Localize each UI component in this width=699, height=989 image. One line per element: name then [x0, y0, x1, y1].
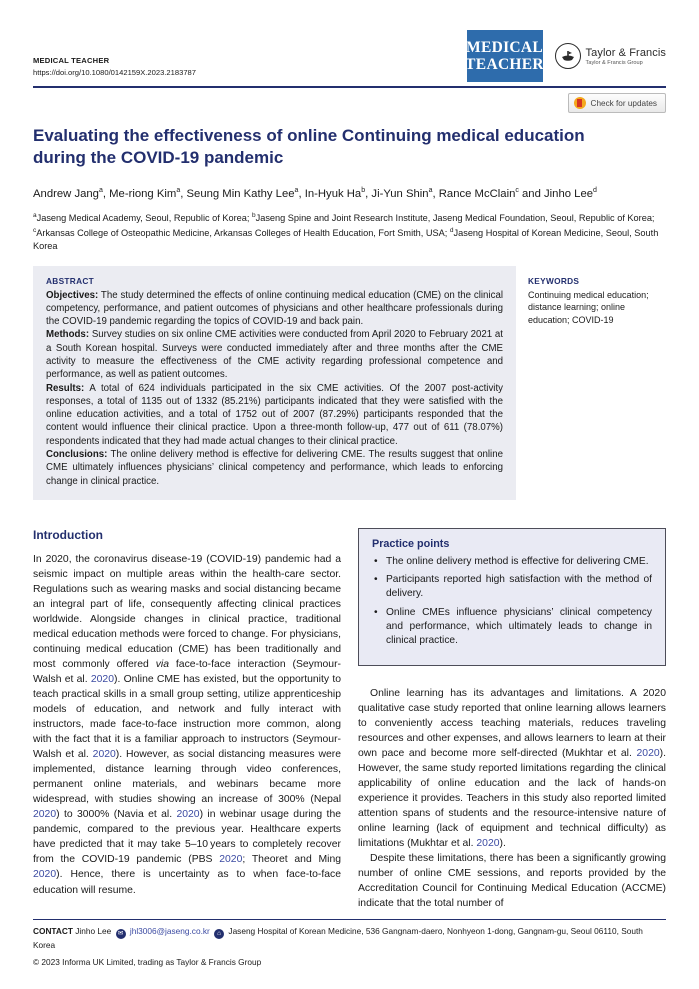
body-text: face-to-face interaction (Seymour-Walsh et al. — [33, 659, 342, 686]
building-icon: ⌂ — [214, 929, 224, 939]
author-name: Jinho Lee — [544, 187, 594, 200]
author-affiliation-mark: a — [428, 186, 433, 194]
contact-email-link[interactable]: jhl3006@jaseng.co.kr — [129, 925, 210, 936]
affiliation-mark: b — [251, 212, 256, 220]
article-title: Evaluating the effectiveness of online Continuing medical education during the COVID-19 pandemic — [33, 126, 585, 168]
author-affiliation-mark: a — [294, 186, 299, 194]
contact-address: Jaseng Hospital of Korean Medicine, 536 Gangnam-daero, Nonhyeon 1-dong, Gangnam-gu, Seoul 06110, South Korea — [33, 925, 643, 950]
body-text: ) to 3000% (Navia et al. — [56, 809, 177, 821]
abstract-section-text: The study determined the effects of online continuing medical education (CME) on the clinical competency, performance, and patient outcomes of physicians and other healthcare professionals during the COVID-19 pandemic regarding the topics of COVID-19 and back pain. — [46, 289, 503, 328]
author-name: Me-riong Kim — [109, 187, 177, 200]
journal-info — [33, 55, 196, 82]
right-column — [358, 528, 666, 911]
body-text: ). Hence, there is uncertainty as to when face-to-face education will resume. — [33, 869, 341, 896]
body-text: Despite these limitations, there has been a significantly growing number of online CME sessions, and reports provided by the Accreditation Council for Continuing Medical Education (ACCME) indicate that the total number of — [358, 852, 666, 909]
taylor-francis-logo — [555, 43, 666, 69]
author-name: In-Hyuk Ha — [304, 187, 362, 200]
citation-link[interactable]: 2020 — [92, 749, 116, 761]
paragraph — [358, 851, 666, 911]
publisher-subtitle: Taylor & Francis Group — [585, 59, 643, 66]
citation-link[interactable]: 2020 — [219, 854, 243, 866]
author-affiliation-mark: d — [593, 186, 597, 194]
citation-link[interactable]: 2020 — [176, 809, 200, 821]
header-divider — [33, 86, 666, 88]
author-affiliation-mark: a — [176, 186, 181, 194]
contact-name: Jinho Lee — [75, 925, 112, 936]
doi-link[interactable]: https://doi.org/10.1080/0142159X.2023.2183787 — [33, 68, 196, 78]
crossmark-icon — [574, 97, 586, 109]
introduction-heading: Introduction — [33, 527, 103, 542]
check-for-updates-label: Check for updates — [590, 98, 657, 108]
citation-link[interactable]: 2020 — [636, 747, 660, 759]
badge-row — [33, 93, 666, 113]
body-columns — [33, 528, 666, 911]
paragraph — [33, 552, 341, 898]
contact-label: CONTACT — [33, 925, 73, 936]
page-footer — [33, 919, 666, 967]
abstract-box — [33, 266, 516, 500]
abstract-section-label: Conclusions: — [46, 448, 108, 460]
contact-line — [33, 925, 666, 951]
abstract-section-text: The online delivery method is effective for delivering CME. The results suggest that online CME ultimately influences physicians’ clinical competency and performance, which leads to enforcing change in clinical practice. — [46, 448, 503, 487]
journal-name: MEDICAL TEACHER — [33, 56, 110, 66]
author-affiliation-mark: b — [361, 186, 366, 194]
abstract-heading: ABSTRACT — [46, 275, 95, 286]
abstract-section-label: Results: — [46, 382, 85, 394]
citation-link[interactable]: 2020 — [476, 837, 500, 849]
keywords-text: Continuing medical education; distance learning; online education; COVID-19 — [528, 289, 649, 325]
abstract-body — [46, 289, 503, 488]
author-name: Ji-Yun Shin — [371, 187, 429, 200]
affiliation-mark: d — [449, 226, 454, 234]
keywords-box — [528, 266, 656, 500]
copyright-line: © 2023 Informa UK Limited, trading as Taylor & Francis Group — [33, 957, 262, 967]
practice-points-list — [372, 555, 652, 649]
citation-link[interactable]: 2020 — [90, 674, 114, 686]
page-header — [33, 30, 666, 82]
affiliation-text: Jaseng Spine and Joint Research Institute, Jaseng Medical Foundation, Seoul, Republic of Korea; — [255, 213, 655, 224]
abstract-section — [46, 289, 503, 329]
body-text: In 2020, the coronavirus disease-19 (COVID-19) pandemic had a seismic impact on multiple areas within the health-care sector. Regulations such as wearing masks and social distancing became an integral part of life, consequently affecting clinical practices worldwide. Alongside changes in clinical practice, traditional medical education methods were forced to change. For physicians, continuing medical education (CME) has been traditionally and most commonly offered — [33, 553, 341, 671]
taylor-francis-wordmark — [586, 47, 666, 66]
author-name: Andrew Jang — [33, 187, 99, 200]
abstract-section-label: Objectives: — [46, 289, 99, 301]
abstract-section-label: Methods: — [46, 329, 90, 341]
header-logos — [467, 30, 666, 82]
abstract-row — [33, 266, 666, 500]
logo-line2: TEACHER — [465, 56, 544, 73]
left-column — [33, 528, 341, 911]
check-for-updates-button[interactable] — [568, 93, 666, 113]
abstract-section — [46, 382, 503, 448]
body-text: Online learning has its advantages and limitations. A 2020 qualitative case study reported that online learning allows learners to conveniently access teaching materials, reduces traveling resources and other expenses, and allows learners to learn at their own pace and become more self-directed (Mukhtar et al. — [358, 687, 666, 759]
affiliation-text: Jaseng Medical Academy, Seoul, Republic of Korea; — [36, 213, 252, 224]
author-name: Seung Min Kathy Lee — [186, 187, 295, 200]
body-text: ). However, the same study reported limitations regarding the clinical applicability of online education and the lack of hands-on experience it provides. Teachers in this study also reported limited attention spans of students and the resource-intensive nature of online learning (lack of equipment and technical difficulty) as limitations (Mukhtar et al. — [358, 747, 666, 849]
affiliation-mark: a — [33, 212, 37, 220]
abstract-section — [46, 328, 503, 381]
practice-point-item: • The online delivery method is effective for delivering CME. — [372, 555, 652, 569]
affiliation-text: Arkansas College of Osteopathic Medicine, Arkansas Colleges of Health Education, Fort Smith, USA; — [36, 227, 450, 238]
body-text: ). However, as social distancing measures were implemented, distance learning through video conferences, permanent online materials, and webinars became more widespread, with studies showing an increase of 300% (Nepal — [33, 749, 341, 806]
email-icon: ✉ — [116, 929, 126, 939]
practice-points-box — [358, 528, 666, 666]
paragraph — [358, 686, 666, 851]
italic-text: via — [155, 659, 170, 671]
keywords-heading: KEYWORDS — [528, 275, 580, 286]
author-affiliation-mark: c — [515, 186, 519, 194]
footer-divider — [33, 919, 666, 920]
abstract-section-text: Survey studies on six online CME activities were conducted from April 2020 to February 2021 at a South Korean hospital. Surveys were conducted immediately after and three months after the CME activity to measure the effectiveness of the CME activity regarding professional competence and performance, as well as patient outcomes. — [46, 329, 503, 381]
body-text: ). Online CME has existed, but the opportunity to teach practical skills in a small group setting, utilize apprenticeship models of education, and network and fully interact with instructors, made face-to-face instruction more common, along with the fact that it is a familiar approach to instructors (Seymour-Walsh et al. — [33, 674, 341, 761]
body-text: ). — [499, 837, 506, 849]
body-text: ; Theoret and Ming — [242, 854, 342, 866]
logo-line1: MEDICAL — [466, 38, 544, 56]
abstract-section-text: A total of 624 individuals participated in the six CME activities. Of the 2007 post-activity responses, a total of 1135 out of 1332 (85.21%) participants indicated that they were satisfied with the online education activities, and a total of 1752 out of 2007 (87.29%) participants responded that the content would influence their clinical practice. Upon a three-month follow-up, 477 out of 611 (78.07%) respondents indicated that they had made actual changes to their clinical practice. — [46, 382, 503, 447]
body-text: ) in webinar usage during the pandemic, compared to the previous year. Healthcare experts have predicted that it may take 5–10 years to completely recover from the COVID-19 pandemic (PBS — [33, 809, 341, 866]
medical-teacher-logo — [467, 30, 543, 82]
affiliation-list — [33, 211, 666, 253]
citation-link[interactable]: 2020 — [33, 869, 57, 881]
affiliation-mark: c — [33, 226, 37, 234]
publisher-name: Taylor & Francis — [585, 46, 666, 59]
taylor-francis-ship-icon — [555, 43, 581, 69]
practice-point-item: • Online CMEs influence physicians’ clinical competency and performance, which ultimately leads to change in clinical practice. — [372, 606, 652, 649]
citation-link[interactable]: 2020 — [33, 809, 57, 821]
author-name: Rance McClain — [438, 187, 516, 200]
author-affiliation-mark: a — [98, 186, 103, 194]
affiliation-text: Jaseng Hospital of Korean Medicine, Seoul, South Korea — [33, 227, 659, 252]
practice-point-item: • Participants reported high satisfaction with the method of delivery. — [372, 573, 652, 602]
practice-points-heading: Practice points — [372, 537, 450, 550]
author-list: Andrew Jang$^a$, Me-riong Kim$^a$, Seung Min Kathy Lee$^a$, In-Hyuk Ha$^b$, Ji-Yun Shin$^a$, Rance McClain$^c$ and Jinho Lee$^d$ — [33, 186, 597, 200]
abstract-section — [46, 448, 503, 488]
